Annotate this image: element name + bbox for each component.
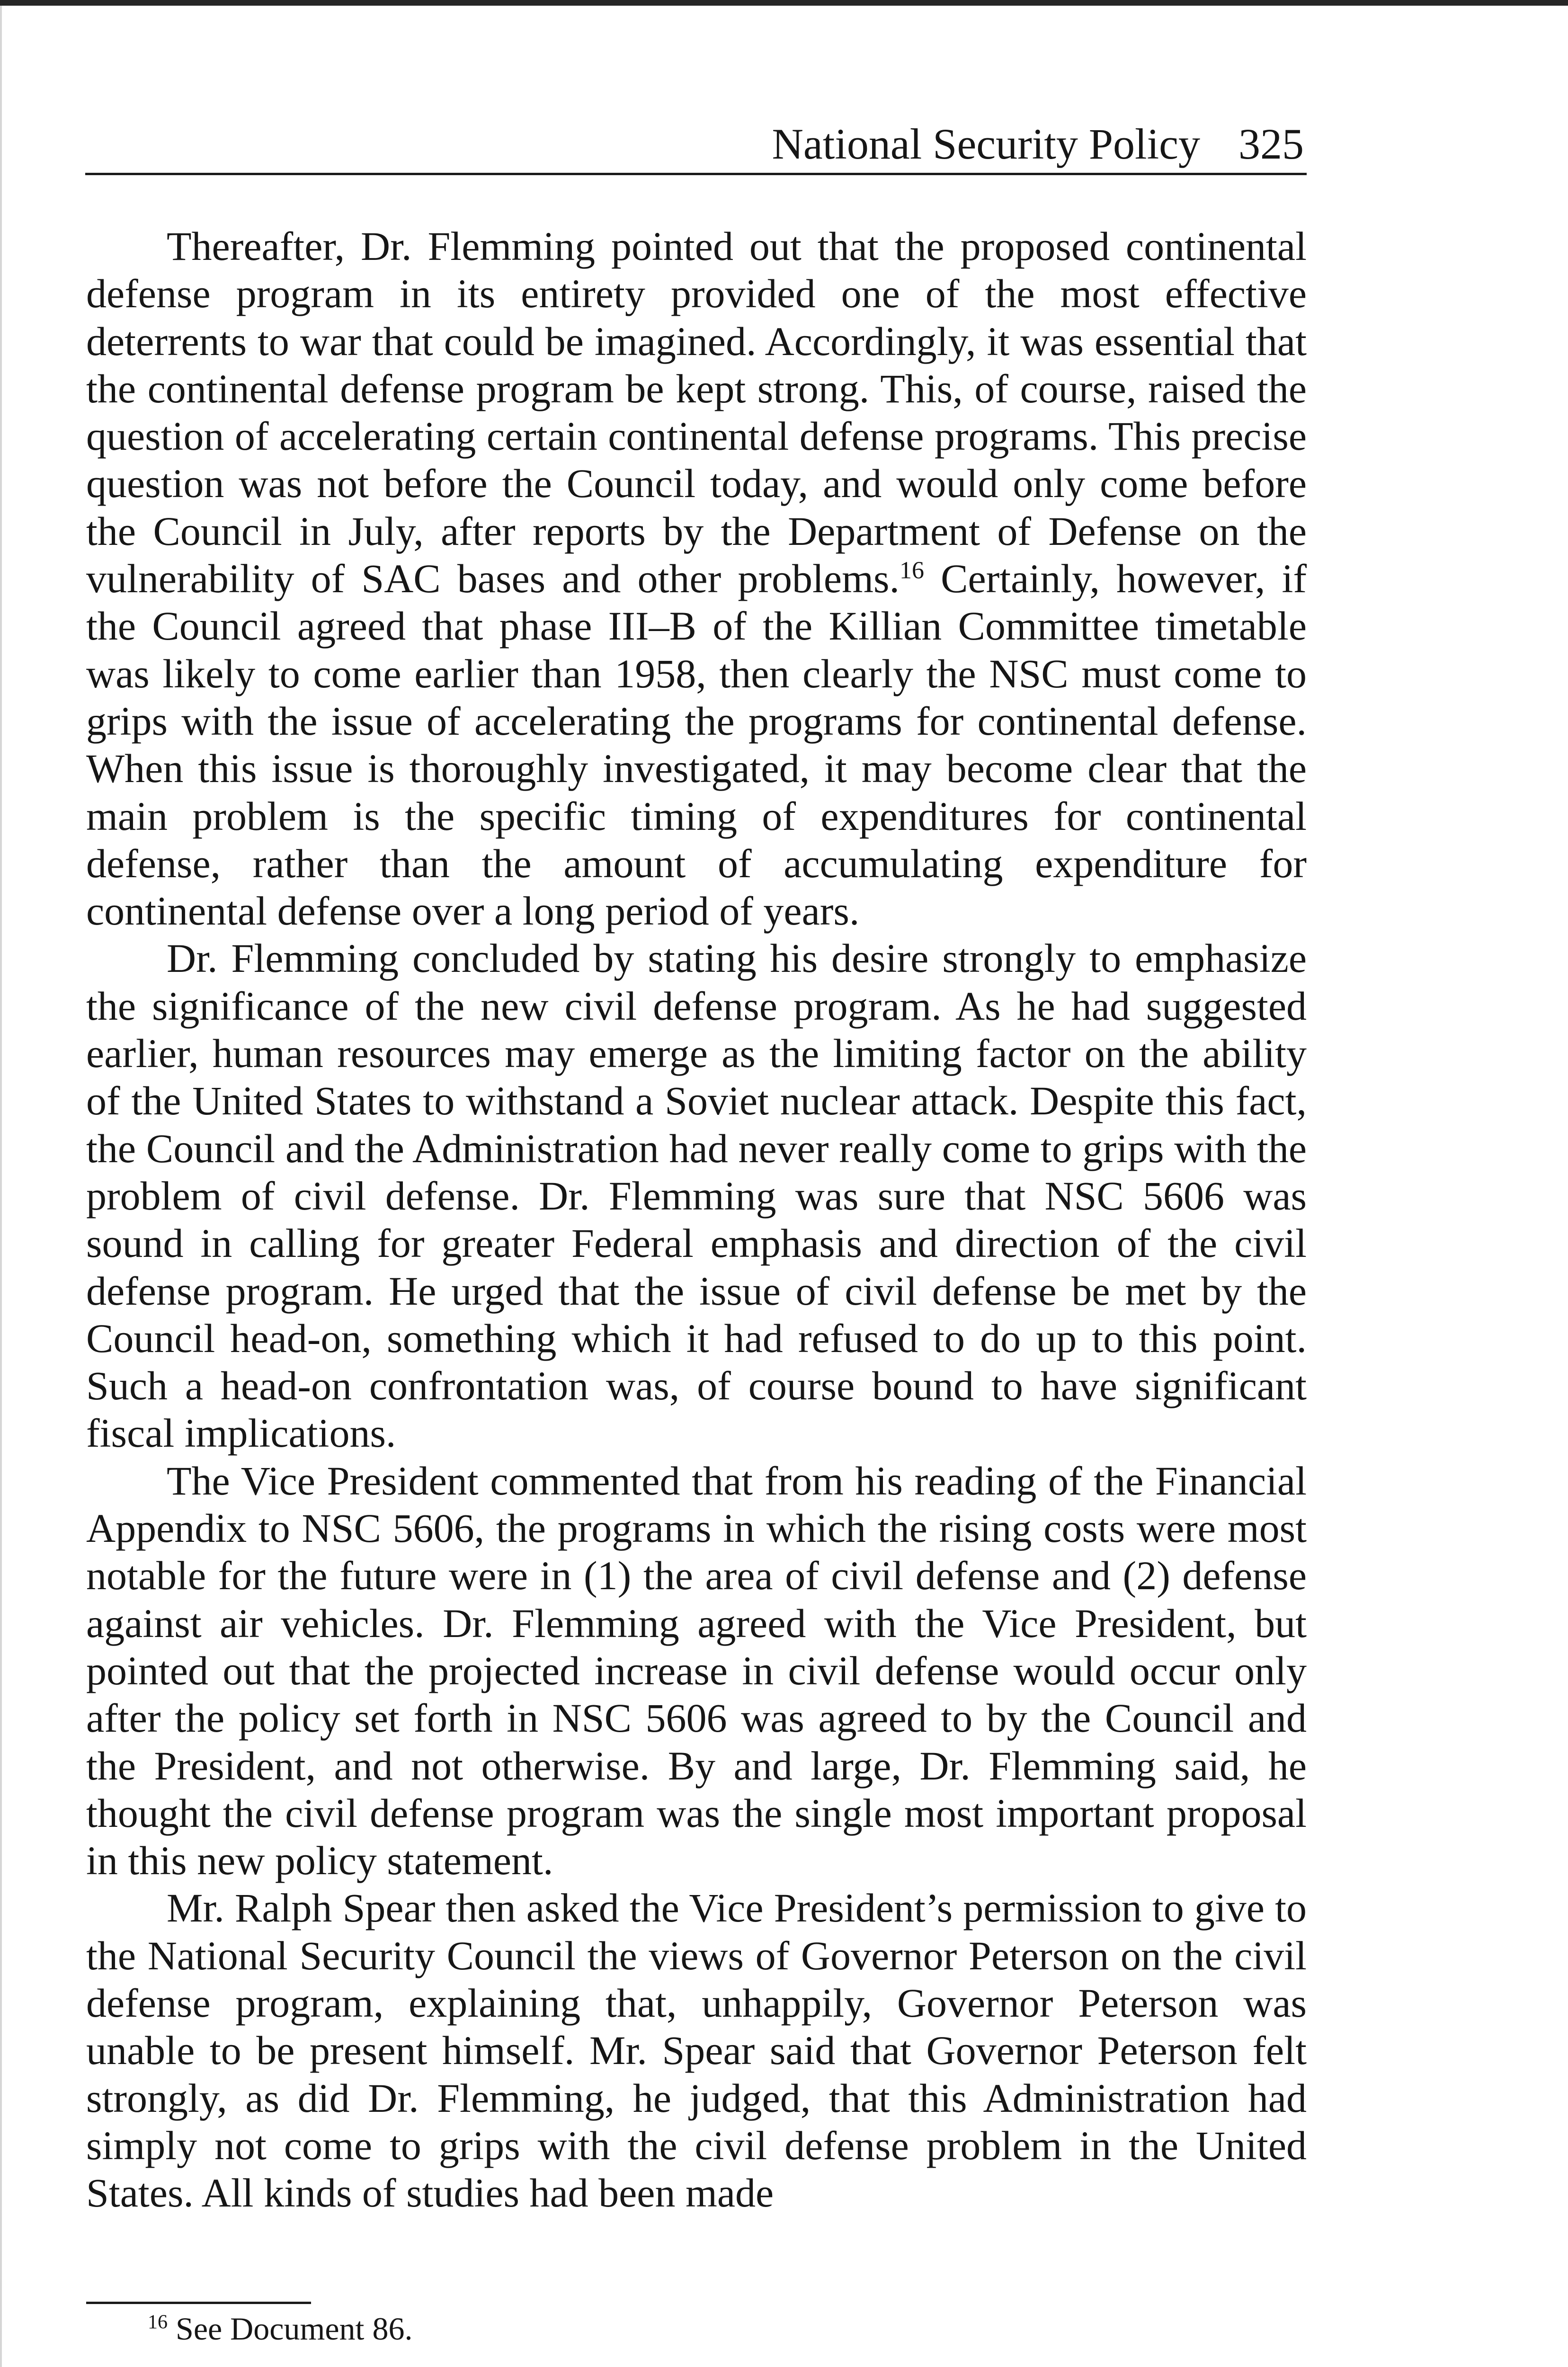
page-number: 325 xyxy=(1238,120,1304,168)
footnote-marker: 16 xyxy=(148,2311,168,2333)
paragraph-1-text-a: Thereafter, Dr. Flemming pointed out that the proposed continental defense program in its entirety provided one of the most effective deterrents to war that could be imagined. Accordingly, it was essential that the continental defense program be kept strong. This, of course, raised the question of accelerating certain continental defense programs. This precise question was not before the Council today, and would only come before the Council in July, after reports by the Department of Defense on the vulnerability of SAC bases and other problems. xyxy=(86,223,1307,602)
paragraph-4: Mr. Ralph Spear then asked the Vice President’s permission to give to the National Security Council the views of Governor Peterson on the civil defense program, explaining that, unhappily, Governor Peterson was unable to be present himself. Mr. Spear said that Governor Peterson felt strongly, as did Dr. Flemming, he judged, that this Administration had simply not come to grips with the civil defense problem in the United States. All kinds of studies had been made xyxy=(86,1885,1307,2216)
paragraph-1 xyxy=(86,222,1307,934)
scan-top-border xyxy=(0,0,1568,6)
running-header xyxy=(85,114,1307,175)
paragraph-1-text-b: Certainly, however, if the Council agreed that phase III–B of the Killian Committee timetable was likely to come earlier than 1958, then clearly the NSC must come to grips with the issue of accelerating the programs for continental defense. When this issue is thoroughly investigated, it may become clear that the main problem is the specific timing of expenditures for continental defense, rather than the amount of accumulating expenditure for continental defense over a long period of years. xyxy=(86,556,1307,934)
running-title: National Security Policy xyxy=(772,120,1200,168)
footnote-reference-16: 16 xyxy=(899,557,924,584)
scan-left-edge xyxy=(0,6,2,2367)
paragraph-3: The Vice President commented that from his reading of the Financial Appendix to NSC 5606, the programs in which the rising costs were most notable for the future were in (1) the area of civil defense and (2) defense against air vehicles. Dr. Flemming agreed with the Vice President, but pointed out that the projected increase in civil defense would occur only after the policy set forth in NSC 5606 was agreed to by the Council and the President, and not otherwise. By and large, Dr. Flemming said, he thought the civil defense program was the single most important proposal in this new policy statement. xyxy=(86,1458,1307,1884)
footnote-16 xyxy=(148,2310,412,2348)
paragraph-2: Dr. Flemming concluded by stating his desire strongly to emphasize the significance of the new civil defense program. As he had suggested earlier, human resources may emerge as the limiting factor on the ability of the United States to withstand a Soviet nuclear attack. Despite this fact, the Council and the Administration had never really come to grips with the problem of civil defense. Dr. Flemming was sure that NSC 5606 was sound in calling for greater Federal emphasis and direction of the civil defense program. He urged that the issue of civil defense be met by the Council head-on, something which it had refused to do up to this point. Such a head-on confrontation was, of course bound to have significant fiscal implications. xyxy=(86,935,1307,1456)
footnote-text: See Document 86. xyxy=(168,2311,413,2347)
body-text xyxy=(86,222,1307,2216)
footnote-divider xyxy=(86,2302,311,2304)
